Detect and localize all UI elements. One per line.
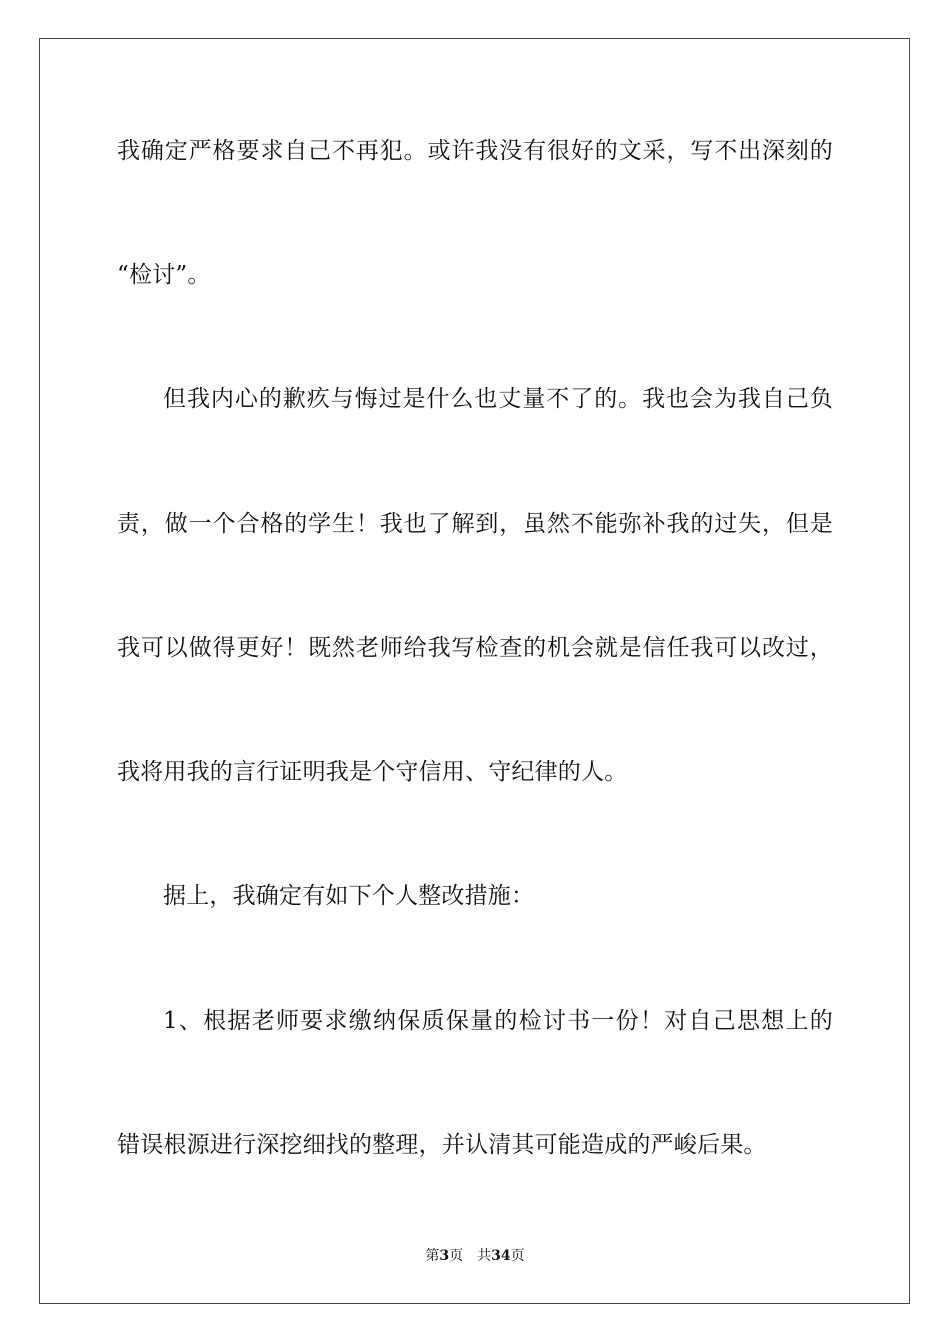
footer-page-prefix: 第 xyxy=(425,1248,440,1264)
text-line: 责，做一个合格的学生！我也了解到，虽然不能弥补我的过失，但是 xyxy=(117,511,833,537)
text-line: 我将用我的言行证明我是个守信用、守纪律的人。 xyxy=(117,759,628,785)
text-line: “检讨”。 xyxy=(117,262,211,288)
text-line: 据上，我确定有如下个人整改措施： xyxy=(163,883,535,909)
footer-total-prefix: 共 xyxy=(477,1248,492,1264)
footer-total-pages: 34 xyxy=(491,1248,511,1264)
page-border xyxy=(39,38,910,1304)
text-line: 1、根据老师要求缴纳保质保量的检讨书一份！对自己思想上的 xyxy=(163,1008,833,1034)
page-footer xyxy=(0,1247,950,1265)
footer-page-suffix: 页 xyxy=(449,1248,464,1264)
text-line: 我确定严格要求自己不再犯。或许我没有很好的文采，写不出深刻的 xyxy=(117,138,833,164)
text-line: 错误根源进行深挖细找的整理，并认清其可能造成的严峻后果。 xyxy=(117,1132,767,1158)
footer-page-number: 3 xyxy=(439,1248,450,1264)
text-line: 我可以做得更好！既然老师给我写检查的机会就是信任我可以改过， xyxy=(117,635,833,661)
text-line: 但我内心的歉疚与悔过是什么也丈量不了的。我也会为我自己负 xyxy=(163,386,833,412)
footer-total-suffix: 页 xyxy=(510,1248,525,1264)
